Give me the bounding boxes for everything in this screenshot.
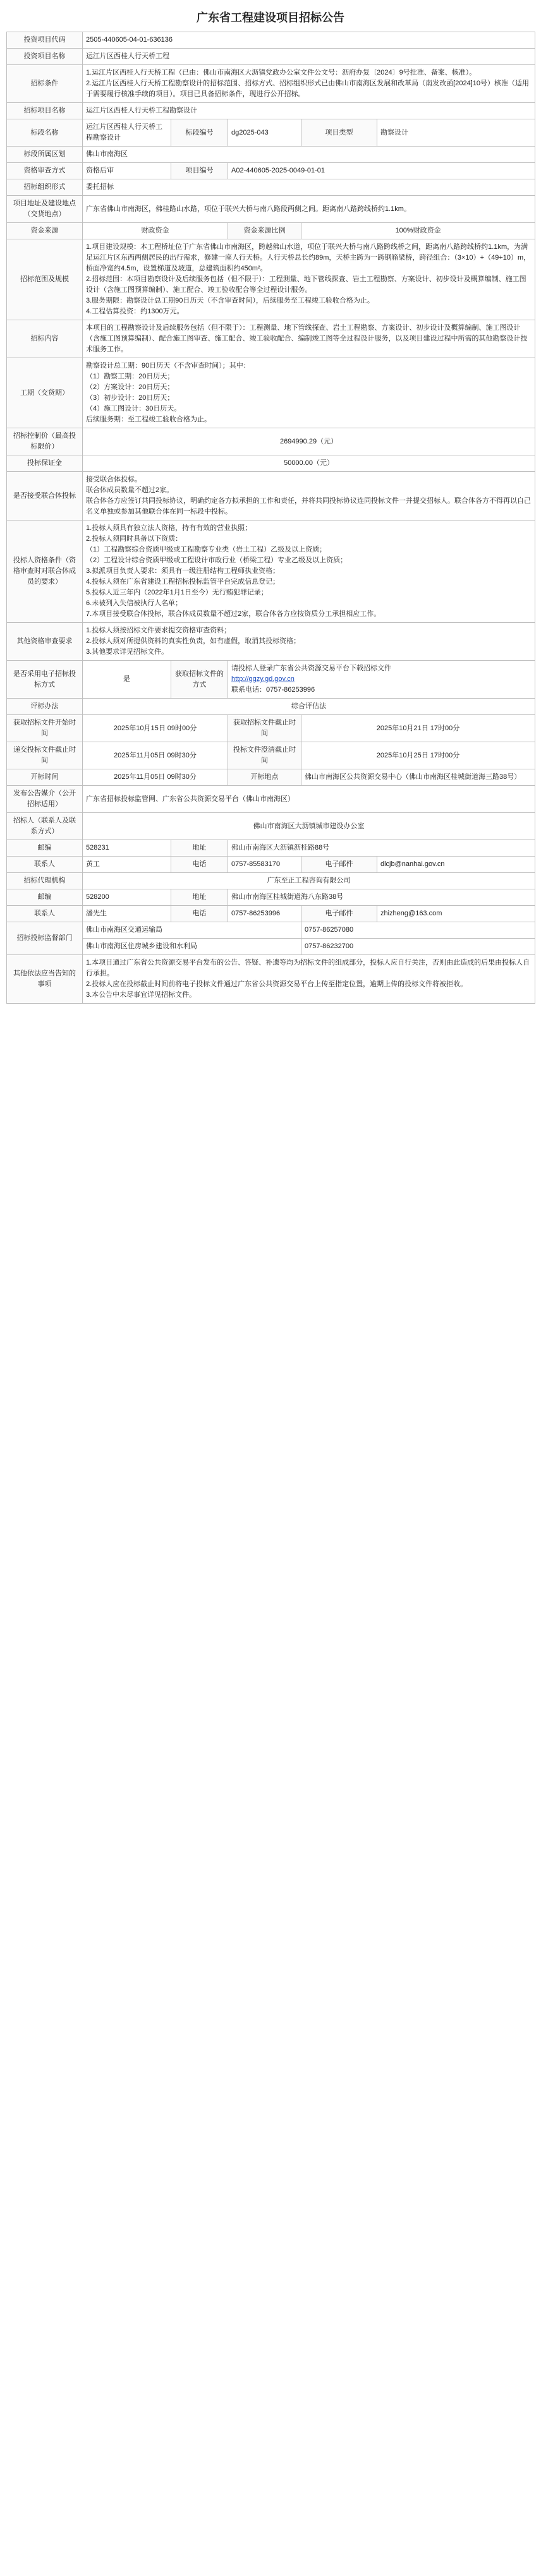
row-conditions: [7, 65, 535, 103]
supervisor-phone-1: 0757-86257080: [301, 922, 535, 939]
e-bidding-method-cell: [228, 661, 535, 699]
location-label: 项目地址及建设地点（交货地点）: [7, 196, 83, 223]
e-bidding-label: 是否采用电子招标投标方式: [7, 661, 83, 699]
section-no-label: 项目编号: [171, 163, 228, 179]
agent-post-value: 528200: [83, 889, 171, 906]
section-no-value: A02-440605-2025-0049-01-01: [228, 163, 535, 179]
section-code-value: dg2025-043: [228, 119, 301, 147]
row-deposit: [7, 455, 535, 472]
agent-name: 广东至正工程咨询有限公司: [83, 873, 535, 889]
get-end-value: 2025年10月21日 17时00分: [301, 715, 535, 742]
notice-page: [6, 0, 535, 1016]
row-section-name: [7, 119, 535, 147]
content-label: 招标内容: [7, 320, 83, 358]
project-name-value: 运江片区西桂人行天桥工程: [83, 49, 535, 65]
row-org-form: [7, 179, 535, 196]
get-start-value: 2025年10月15日 09时00分: [83, 715, 228, 742]
section-name-label: 标段名称: [7, 119, 83, 147]
row-location: [7, 196, 535, 223]
agent-addr-label: 地址: [171, 889, 228, 906]
agent-contact-value: 潘先生: [83, 906, 171, 922]
open-value: 2025年11月05日 09时30分: [83, 769, 228, 786]
row-content: [7, 320, 535, 358]
funding-source-value: 财政资金: [83, 223, 228, 239]
tenderer-contact-label: 联系人: [7, 857, 83, 873]
supervisor-phone-2: 0757-86232700: [301, 939, 535, 955]
row-tenderer-contact: [7, 857, 535, 873]
row-qualification: [7, 521, 535, 623]
row-e-bidding: [7, 661, 535, 699]
supervisor-dept-1: 佛山市南海区交通运输局: [83, 922, 301, 939]
notice-table: [6, 32, 535, 1004]
tenderer-email-label: 电子邮件: [301, 857, 377, 873]
tenderer-post-label: 邮编: [7, 840, 83, 857]
scope-value: 1.项目建设规模：本工程桥址位于广东省佛山市南海区，跨越佛山水道，项位于联兴大桥与南八路跨线桥之间，距离南八路跨线桥约1.1km，为满足运江片区东西两侧居民的出行需求，修建一座人行天桥。人行天桥总长约89m，天桥主跨为一跨钢箱梁桥，跨径组合：（3×10）+（49+10）m，桥面净宽约4.5m，设置梯道及坡道，总建筑面积约450m²。 2.招标范围：本项目勘察设计及后续服务包括（但不限于）：工程测量、地下管线探查、岩土工程勘察、方案设计、初步设计及概算编制、施工图设计（含施工图预算编制）、施工配合、竣工验收配合等全过程设计服务。 3.服务期限：勘察设计总工期90日历天（不含审查时间），后续服务至工程竣工验收合格为止。 4.工程估算投资：约1300万元。: [83, 239, 535, 320]
row-section-method: [7, 163, 535, 179]
row-joint: [7, 472, 535, 521]
other-req-label: 其他资格审查要求: [7, 623, 83, 661]
agent-phone-label: 电话: [171, 906, 228, 922]
section-name-value: 运江片区西桂人行天桥工程勘察设计: [83, 119, 171, 147]
row-agent-addr: [7, 889, 535, 906]
tenderer-addr-value: 佛山市南海区大沥镇沥桂路88号: [228, 840, 535, 857]
conditions-value: 1.运江片区西桂人行天桥工程（已由：佛山市南海区大沥镇党政办公室文件公文号：沥府办复〔2024〕9号批准、备案、核准）。 2.运江片区西桂人行天桥工程勘察设计的招标范围、招标方式、招标组织形式已由佛山市南海区发展和改革局（南发改函[2024]10号）核准（适用于需要履行核准手续的项目）。项目已具备招标条件，现进行公开招标。: [83, 65, 535, 103]
e-bidding-method-label: 获取招标文件的方式: [171, 661, 228, 699]
section-region-label: 标段所属区划: [7, 147, 83, 163]
agent-addr-value: 佛山市南海区桂城街道海八东路38号: [228, 889, 535, 906]
tenderer-email-value: dlcjb@nanhai.gov.cn: [377, 857, 535, 873]
row-media: [7, 786, 535, 813]
scope-label: 招标范围及规模: [7, 239, 83, 320]
estimate-value: 2694990.29（元）: [83, 428, 535, 455]
row-notes: [7, 955, 535, 1004]
submit-end-value: 2025年11月05日 09时30分: [83, 742, 228, 769]
deposit-label: 投标保证金: [7, 455, 83, 472]
tenderer-label: 招标人（联系人及联系方式）: [7, 813, 83, 840]
row-funding: [7, 223, 535, 239]
row-eval: [7, 699, 535, 715]
row-scope: [7, 239, 535, 320]
row-other-req: [7, 623, 535, 661]
e-bidding-method-text: 请投标人登录广东省公共资源交易平台下载招标文件: [231, 665, 391, 672]
tenderer-phone-label: 电话: [171, 857, 228, 873]
row-submit-time: [7, 742, 535, 769]
row-project-name: [7, 49, 535, 65]
row-supervisor-2: [7, 939, 535, 955]
get-start-label: 获取招标文件开始时间: [7, 715, 83, 742]
funding-ratio-value: 100%财政资金: [301, 223, 535, 239]
section-region-value: 佛山市南海区: [83, 147, 535, 163]
row-get-time: [7, 715, 535, 742]
agent-contact-label: 联系人: [7, 906, 83, 922]
agent-phone-value: 0757-86253996: [228, 906, 301, 922]
project-name-label: 投资项目名称: [7, 49, 83, 65]
media-label: 发布公告媒介（公开招标适用）: [7, 786, 83, 813]
e-bidding-contact: 联系电话：0757-86253996: [231, 686, 315, 694]
funding-source-label: 资金来源: [7, 223, 83, 239]
agent-post-label: 邮编: [7, 889, 83, 906]
content-value: 本项目的工程勘察设计及后续服务包括（但不限于）：工程测量、地下管线探查、岩土工程勘察、方案设计、初步设计及概算编制、施工图设计（含施工图预算编制）、配合施工图审查、施工配合、竣工验收配合、编制竣工图等全过程设计服务，以及项目建设过程中所需的其他勘察设计技术服务工作。: [83, 320, 535, 358]
row-agent-name: [7, 873, 535, 889]
section-code-label: 标段编号: [171, 119, 228, 147]
eval-label: 评标办法: [7, 699, 83, 715]
org-form-value: 委托招标: [83, 179, 535, 196]
qualification-value: 1.投标人须具有独立法人资格，持有有效的营业执照； 2.投标人须同时具备以下资质： （1）工程勘察综合资质甲级或工程勘察专业类（岩土工程）乙级及以上资质； （2）工程设计综合资质甲级或工程设计市政行业（桥梁工程）专业乙级及以上资质； 3.拟派项目负责人要求：须具有一级注册结构工程师执业资格； 4.投标人须在广东省建设工程招标投标监管平台完成信息登记； 5.投标人近三年内（2022年1月1日至今）无行贿犯罪记录； 6.未被列入失信被执行人名单； 7.本项目接受联合体投标，联合体成员数量不超过2家，联合体各方应按资质分工承担相应工作。: [83, 521, 535, 623]
org-form-label: 招标组织形式: [7, 179, 83, 196]
tenderer-addr-label: 地址: [171, 840, 228, 857]
row-section-region: [7, 147, 535, 163]
estimate-label: 招标控制价（最高投标限价）: [7, 428, 83, 455]
row-project-code: [7, 32, 535, 49]
section-project-label: 招标项目名称: [7, 103, 83, 119]
section-method-value: 资格后审: [83, 163, 171, 179]
media-value: 广东省招标投标监管网、广东省公共资源交易平台（佛山市南海区）: [83, 786, 535, 813]
qualification-label: 投标人资格条件（资格审查时对联合体成员的要求）: [7, 521, 83, 623]
row-tenderer-addr: [7, 840, 535, 857]
agent-email-value: zhizheng@163.com: [377, 906, 535, 922]
row-supervisor-1: [7, 922, 535, 939]
e-bidding-url-link[interactable]: http://ggzy.gd.gov.cn: [231, 675, 295, 683]
row-estimate: [7, 428, 535, 455]
row-tenderer-name: [7, 813, 535, 840]
row-duration: [7, 358, 535, 428]
row-agent-contact: [7, 906, 535, 922]
eval-value: 综合评估法: [83, 699, 535, 715]
section-type-value: 勘察设计: [377, 119, 535, 147]
funding-ratio-label: 资金来源比例: [228, 223, 301, 239]
notes-label: 其他依法应当告知的事项: [7, 955, 83, 1004]
other-req-value: 1.投标人须按招标文件要求提交资格审查资料； 2.投标人须对所提供资料的真实性负责，如有虚假，取消其投标资格； 3.其他要求详见招标文件。: [83, 623, 535, 661]
row-open-time: [7, 769, 535, 786]
open-place-label: 开标地点: [228, 769, 301, 786]
conditions-label: 招标条件: [7, 65, 83, 103]
notes-value: 1.本项目通过广东省公共资源交易平台发布的公告、答疑、补遗等均为招标文件的组成部分，投标人应自行关注，否则由此造成的后果由投标人自行承担。 2.投标人应在投标截止时间前将电子投标文件通过广东省公共资源交易平台上传至指定位置，逾期上传的投标文件将被拒收。 3.本公告中未尽事宜详见招标文件。: [83, 955, 535, 1004]
agent-label: 招标代理机构: [7, 873, 83, 889]
e-bidding-value: 是: [83, 661, 171, 699]
deposit-value: 50000.00（元）: [83, 455, 535, 472]
duration-label: 工期（交货期）: [7, 358, 83, 428]
tenderer-contact-value: 黄工: [83, 857, 171, 873]
tenderer-post-value: 528231: [83, 840, 171, 857]
joint-value: 接受联合体投标。 联合体成员数量不超过2家。 联合体各方应签订共同投标协议，明确约定各方拟承担的工作和责任，并将共同投标协议连同投标文件一并提交招标人。联合体各方不得再以自己名义单独或参加其他联合体在同一标段中投标。: [83, 472, 535, 521]
supervisor-dept-2: 佛山市南海区住房城乡建设和水利局: [83, 939, 301, 955]
page-title: 广东省工程建设项目招标公告: [197, 11, 344, 24]
open-label: 开标时间: [7, 769, 83, 786]
tenderer-name: 佛山市南海区大沥镇城市建设办公室: [83, 813, 535, 840]
clarify-label: 投标文件澄清截止时间: [228, 742, 301, 769]
project-code-value: 2505-440605-04-01-636136: [83, 32, 535, 49]
duration-value: 勘察设计总工期：90日历天（不含审查时间）；其中： （1）勘察工期：20日历天； （2）方案设计：20日历天； （3）初步设计：20日历天； （4）施工图设计：30日历天。 后续服务期：至工程竣工验收合格为止。: [83, 358, 535, 428]
submit-end-label: 递交投标文件截止时间: [7, 742, 83, 769]
agent-email-label: 电子邮件: [301, 906, 377, 922]
row-section-project: [7, 103, 535, 119]
joint-label: 是否接受联合体投标: [7, 472, 83, 521]
get-end-label: 获取招标文件截止时间: [228, 715, 301, 742]
location-value: 广东省佛山市南海区，佛桂路山水路，项位于联兴大桥与南八路段两侧之间。距离南八路跨线桥约1.1km。: [83, 196, 535, 223]
supervisor-label: 招标投标监督部门: [7, 922, 83, 955]
section-project-value: 运江片区西桂人行天桥工程勘察设计: [83, 103, 535, 119]
tenderer-phone-value: 0757-85583170: [228, 857, 301, 873]
project-code-label: 投资项目代码: [7, 32, 83, 49]
open-place-value: 佛山市南海区公共资源交易中心（佛山市南海区桂城街道海三路38号）: [301, 769, 535, 786]
clarify-value: 2025年10月25日 17时00分: [301, 742, 535, 769]
section-method-label: 资格审查方式: [7, 163, 83, 179]
section-type-label: 项目类型: [301, 119, 377, 147]
